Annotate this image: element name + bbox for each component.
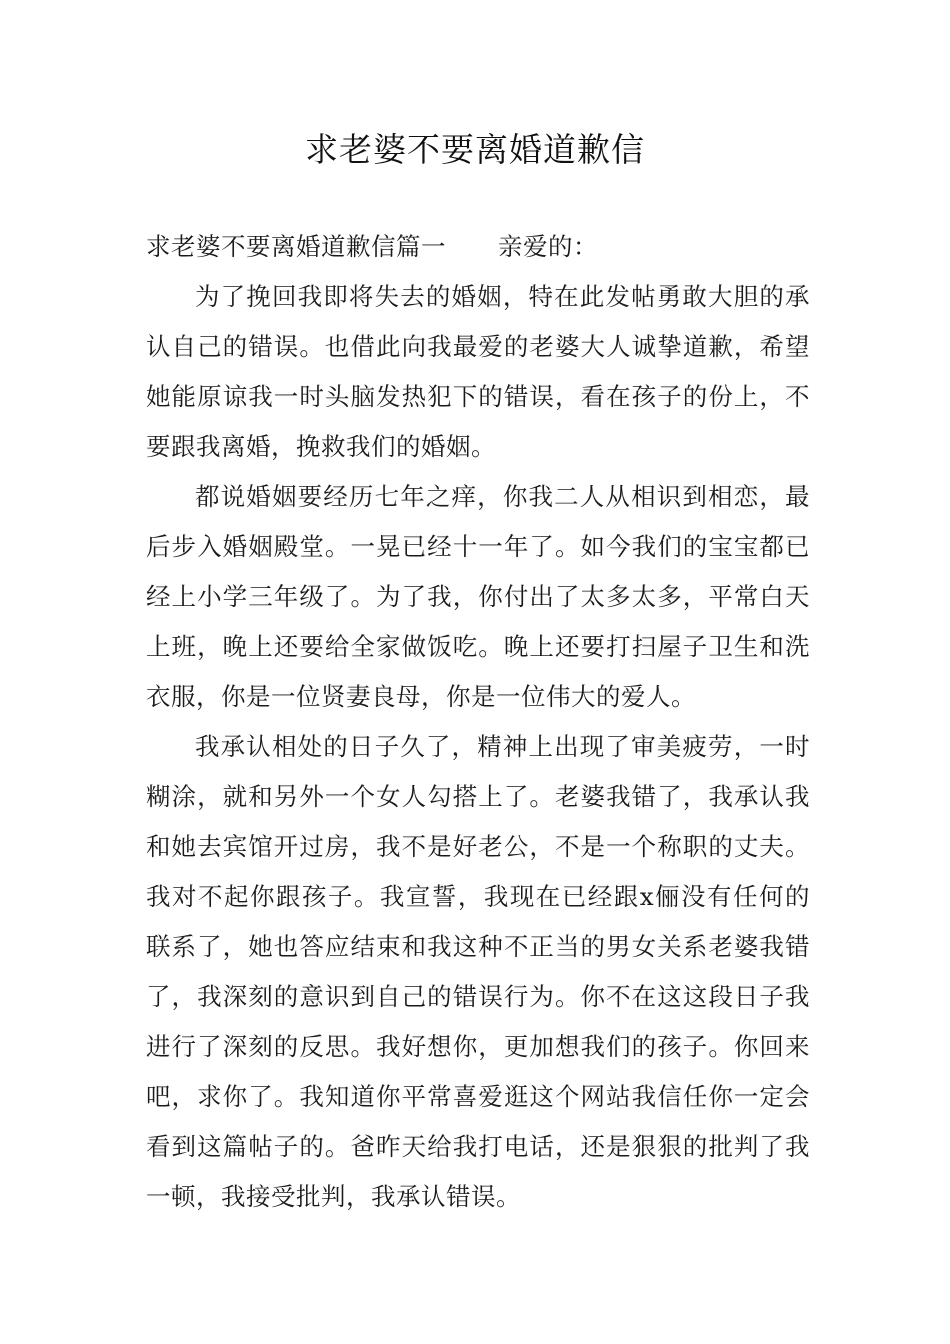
salutation: 亲爱的： xyxy=(498,232,598,261)
paragraph-1: 为了挽回我即将失去的婚姻，特在此发帖勇敢大胆的承认自己的错误。也借此向我最爱的老婆大人诚挚道歉，希望她能原谅我一时头脑发热犯下的错误，看在孩子的份上，不要跟我离婚，挽救我们的婚姻。 xyxy=(146,282,810,461)
paragraph-2: 都说婚姻要经历七年之痒，你我二人从相识到相恋，最后步入婚姻殿堂。一晃已经十一年了。如今我们的宝宝都已经上小学三年级了。为了我，你付出了太多太多，平常白天上班，晚上还要给全家做饭吃。晚上还要打扫屋子卫生和洗衣服，你是一位贤妻良母，你是一位伟大的爱人。 xyxy=(146,482,810,711)
section-heading: 求老婆不要离婚道歉信篇一 xyxy=(146,232,446,261)
intro-line xyxy=(146,222,810,272)
document-title: 求老婆不要离婚道歉信 xyxy=(305,130,645,169)
paragraph-3: 我承认相处的日子久了，精神上出现了审美疲劳，一时糊涂，就和另外一个女人勾搭上了。老婆我错了，我承认我和她去宾馆开过房，我不是好老公，不是一个称职的丈夫。我对不起你跟孩子。我宣誓，我现在已经跟x俪没有任何的联系了，她也答应结束和我这种不正当的男女关系老婆我错了，我深刻的意识到自己的错误行为。你不在这这段日子我进行了深刻的反思。我好想你，更加想我们的孩子。你回来吧，求你了。我知道你平常喜爱逛这个网站我信任你一定会看到这篇帖子的。爸昨天给我打电话，还是狠狠的批判了我一顿，我接受批判，我承认错误。 xyxy=(146,732,810,1211)
document-body xyxy=(146,222,810,1222)
